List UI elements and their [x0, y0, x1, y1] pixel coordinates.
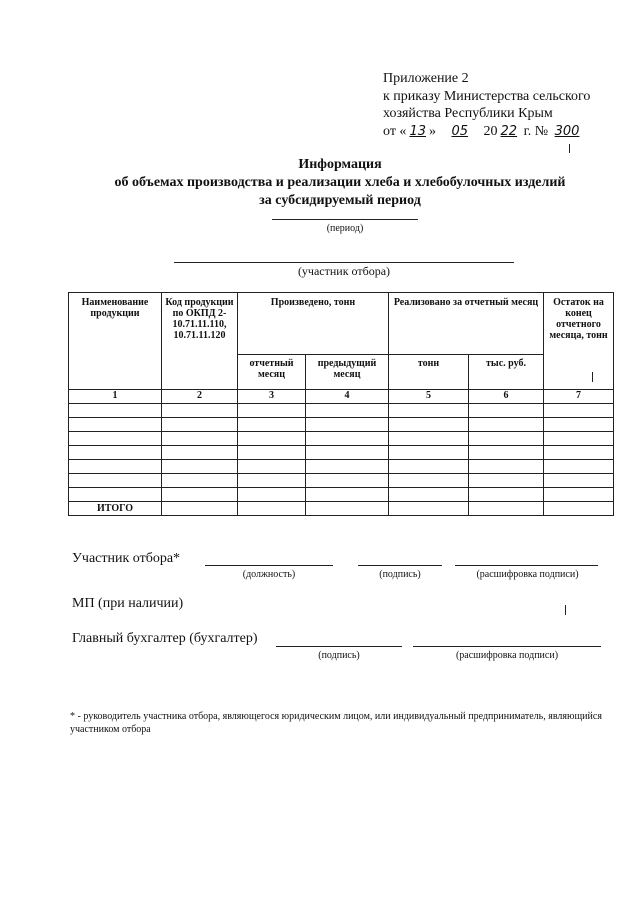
stray-mark [569, 144, 570, 153]
subheader-tons: тонн [389, 355, 469, 390]
header-product-name: Наименование продукции [69, 293, 162, 390]
appendix-header [383, 70, 590, 140]
handwritten-day: 13 [409, 123, 426, 139]
col-num-1: 1 [69, 390, 162, 404]
accountant-sign-line [276, 646, 402, 647]
decode-line [455, 565, 598, 566]
position-caption: (должность) [242, 569, 296, 580]
close-quote: » [428, 123, 436, 139]
period-line [272, 219, 418, 220]
subheader-reporting-month: отчетный месяц [238, 355, 306, 390]
accountant-label: Главный бухгалтер (бухгалтер) [72, 631, 258, 646]
accountant-sign-caption: (подпись) [318, 650, 360, 661]
header-okpd-code: Код продукции по ОКПД 2-10.71.11.110, 10.71.11.120 [162, 293, 238, 390]
title-line1: Информация [298, 157, 382, 172]
col-num-4: 4 [306, 390, 389, 404]
appendix-line2: к приказу Министерства сельского [383, 88, 591, 104]
appendix-line3: хозяйства Республики Крым [383, 106, 553, 121]
appendix-date-line [383, 123, 590, 141]
handwritten-month: 05 [451, 123, 469, 139]
number-label: г. № [523, 123, 549, 139]
table-row [69, 488, 614, 502]
total-label: ИТОГО [69, 502, 162, 516]
year-prefix: 20 [483, 123, 498, 139]
participant-line [174, 262, 514, 263]
handwritten-year: 22 [500, 123, 518, 139]
footnote: * - руководитель участника отбора, являющегося юридическим лицом, или индивидуальный предприниматель, являющийся участником отбора [70, 711, 602, 735]
column-number-row [69, 390, 614, 404]
title-line3: за субсидируемый период [259, 193, 421, 208]
subheader-previous-month: предыдущий месяц [306, 355, 389, 390]
table-row [69, 460, 614, 474]
ot-label: от « [383, 123, 407, 139]
table-row [69, 432, 614, 446]
participant-caption: (участник отбора) [297, 264, 391, 278]
table-row [69, 418, 614, 432]
accountant-decode-caption: (расшифровка подписи) [455, 650, 559, 661]
col-num-7: 7 [544, 390, 614, 404]
appendix-line1: Приложение 2 [383, 71, 469, 86]
doc-title [60, 156, 620, 210]
table-row [69, 474, 614, 488]
total-row [69, 502, 614, 516]
period-caption: (период) [326, 223, 364, 234]
position-line [205, 565, 333, 566]
accountant-decode-line [413, 646, 601, 647]
stray-mark [592, 372, 593, 382]
participant-sign-label: Участник отбора* [72, 551, 181, 566]
signature-caption: (подпись) [379, 569, 421, 580]
header-remainder: Остаток на конец отчетного месяца, тонн [544, 293, 614, 390]
signature-line [358, 565, 442, 566]
subheader-thousand-rub: тыс. руб. [469, 355, 544, 390]
title-line2: об объемах производства и реализации хлеба и хлебобулочных изделий [114, 175, 566, 190]
col-num-5: 5 [389, 390, 469, 404]
col-num-6: 6 [469, 390, 544, 404]
col-num-3: 3 [238, 390, 306, 404]
header-sold: Реализовано за отчетный месяц [389, 293, 544, 355]
data-table [68, 292, 614, 516]
decode-caption: (расшифровка подписи) [476, 569, 579, 580]
handwritten-number: 300 [554, 123, 580, 139]
col-num-2: 2 [162, 390, 238, 404]
header-produced: Произведено, тонн [238, 293, 389, 355]
stamp-label: МП (при наличии) [72, 596, 184, 611]
stray-mark [565, 605, 566, 615]
table-row [69, 404, 614, 418]
table-row [69, 446, 614, 460]
